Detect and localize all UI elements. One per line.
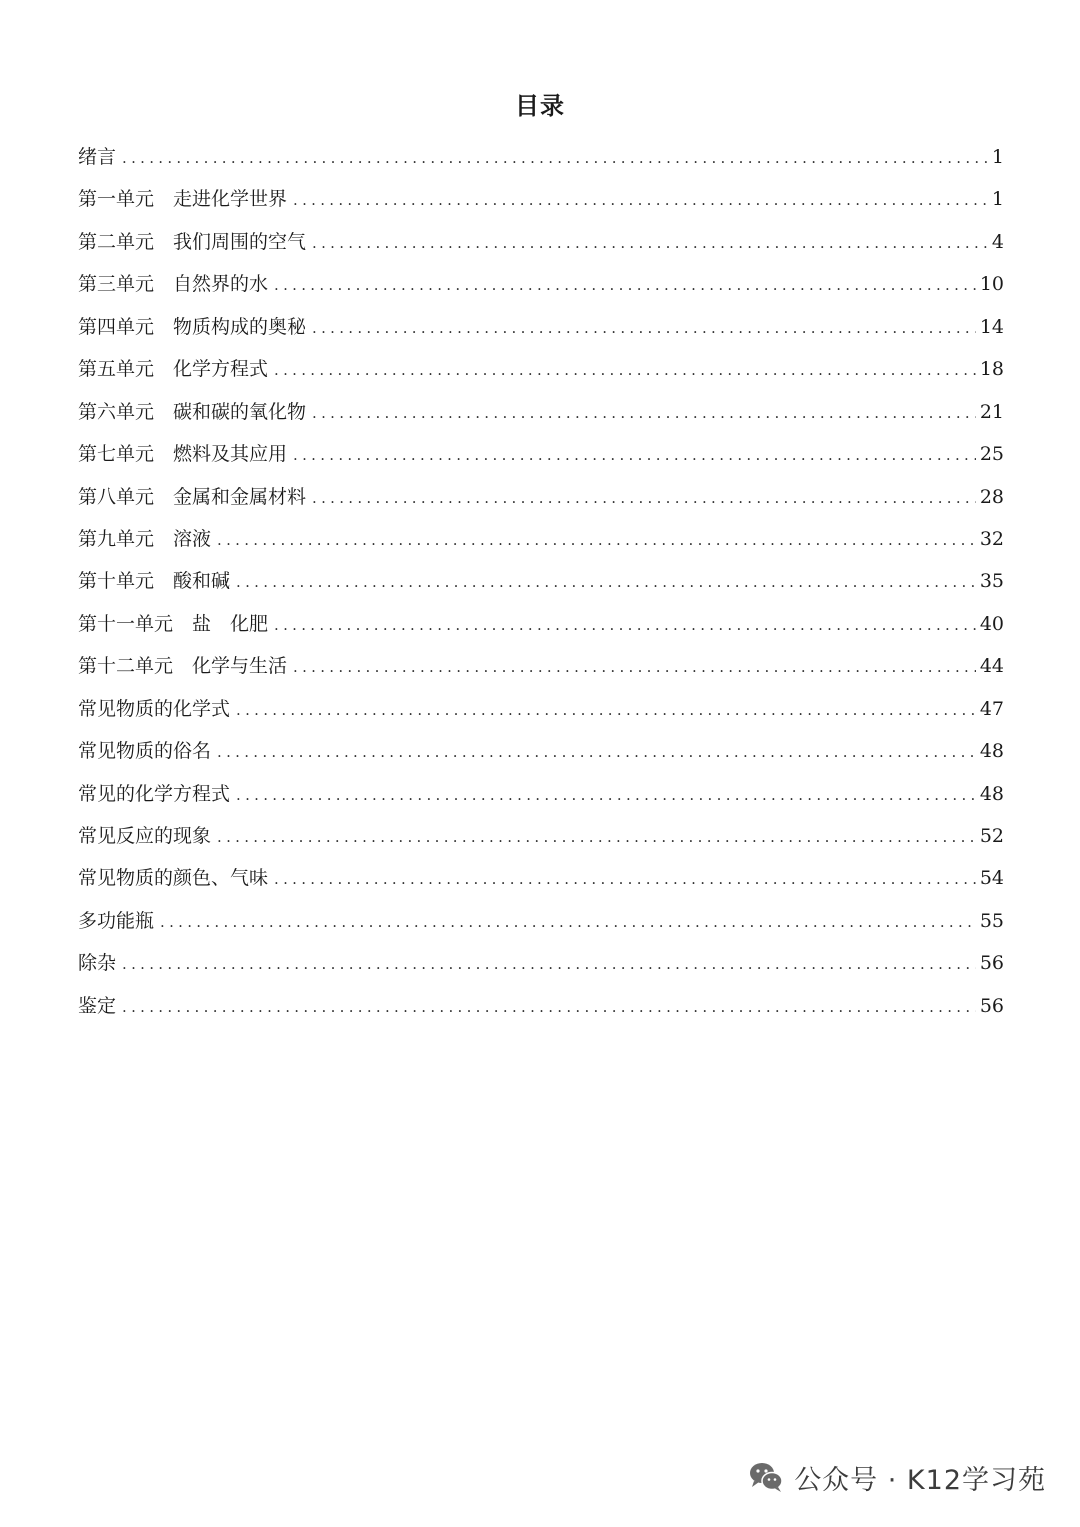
toc-entry xyxy=(78,306,1004,348)
dot-leader xyxy=(217,816,976,858)
toc-entry xyxy=(78,900,1004,942)
dot-leader xyxy=(160,901,976,943)
toc-entry-page: 25 xyxy=(979,443,1004,466)
toc-entry-label: 第十单元 酸和碱 xyxy=(78,570,231,593)
toc-entry-page: 54 xyxy=(979,867,1004,890)
toc-entry-label: 常见的化学方程式 xyxy=(78,782,231,805)
toc-entry-label: 第六单元 碳和碳的氧化物 xyxy=(78,400,307,423)
toc-entry xyxy=(78,560,1004,602)
toc-entry-page: 56 xyxy=(979,952,1004,975)
toc-list xyxy=(78,136,1004,1027)
dot-leader xyxy=(236,561,976,603)
toc-entry xyxy=(78,391,1004,433)
toc-entry-label: 第十二单元 化学与生活 xyxy=(78,655,288,678)
toc-entry-page: 4 xyxy=(991,230,1004,253)
toc-entry-label: 第二单元 我们周围的空气 xyxy=(78,230,307,253)
dot-leader xyxy=(274,604,976,646)
wechat-icon xyxy=(748,1461,784,1493)
toc-entry xyxy=(78,773,1004,815)
dot-leader xyxy=(217,519,976,561)
dot-leader xyxy=(293,179,988,221)
toc-entry xyxy=(78,221,1004,263)
toc-entry-label: 第七单元 燃料及其应用 xyxy=(78,443,288,466)
toc-entry-page: 28 xyxy=(979,485,1004,508)
toc-entry-label: 绪言 xyxy=(78,146,117,168)
dot-leader xyxy=(312,307,976,349)
toc-entry-page: 56 xyxy=(979,994,1004,1017)
toc-entry xyxy=(78,263,1004,305)
dot-leader xyxy=(274,264,976,306)
dot-leader xyxy=(236,689,976,731)
toc-entry xyxy=(78,730,1004,772)
dot-leader xyxy=(217,731,976,773)
toc-entry-label: 第四单元 物质构成的奥秘 xyxy=(78,315,307,338)
toc-entry-label: 第三单元 自然界的水 xyxy=(78,273,269,296)
toc-entry-page: 52 xyxy=(979,825,1004,847)
dot-leader xyxy=(274,349,976,391)
toc-entry-page: 14 xyxy=(979,315,1004,338)
dot-leader xyxy=(122,986,976,1028)
toc-entry xyxy=(78,518,1004,560)
toc-entry-page: 47 xyxy=(979,697,1004,720)
toc-entry-label: 常见物质的俗名 xyxy=(78,740,212,763)
toc-entry-page: 35 xyxy=(979,570,1004,593)
toc-entry-page: 21 xyxy=(979,400,1004,423)
dot-leader xyxy=(293,434,976,476)
toc-entry xyxy=(78,178,1004,220)
toc-entry-label: 第五单元 化学方程式 xyxy=(78,358,269,381)
toc-entry xyxy=(78,815,1004,857)
toc-entry xyxy=(78,985,1004,1027)
toc-entry-page: 32 xyxy=(979,527,1004,550)
dot-leader xyxy=(293,646,976,688)
toc-entry-page: 44 xyxy=(979,655,1004,678)
dot-leader xyxy=(122,943,976,985)
toc-entry-label: 第十一单元 盐 化肥 xyxy=(78,612,269,635)
toc-entry xyxy=(78,688,1004,730)
toc-entry-page: 1 xyxy=(991,146,1004,168)
toc-entry-label: 鉴定 xyxy=(78,994,117,1017)
toc-entry-label: 常见物质的颜色、气味 xyxy=(78,867,269,890)
toc-entry-page: 48 xyxy=(979,740,1004,763)
toc-entry-page: 10 xyxy=(979,273,1004,296)
dot-leader xyxy=(236,774,976,816)
dot-leader xyxy=(274,858,976,900)
toc-entry-label: 第九单元 溶液 xyxy=(78,527,212,550)
toc-entry-label: 除杂 xyxy=(78,952,117,975)
toc-entry xyxy=(78,433,1004,475)
toc-entry-page: 1 xyxy=(991,188,1004,211)
toc-entry-page: 18 xyxy=(979,358,1004,381)
toc-entry xyxy=(78,136,1004,178)
watermark-text: 公众号 · K12学习苑 xyxy=(794,1464,1046,1496)
toc-entry xyxy=(78,645,1004,687)
dot-leader xyxy=(312,392,976,434)
toc-entry xyxy=(78,857,1004,899)
toc-title: 目录 xyxy=(515,92,565,120)
toc-entry-page: 55 xyxy=(979,909,1004,932)
dot-leader xyxy=(122,137,988,179)
toc-entry-label: 多功能瓶 xyxy=(78,909,155,932)
toc-entry xyxy=(78,348,1004,390)
watermark xyxy=(748,1457,1046,1497)
toc-entry xyxy=(78,476,1004,518)
toc-entry-label: 常见物质的化学式 xyxy=(78,697,231,720)
toc-entry-label: 常见反应的现象 xyxy=(78,825,212,847)
toc-entry xyxy=(78,942,1004,984)
toc-entry-label: 第一单元 走进化学世界 xyxy=(78,188,288,211)
toc-entry xyxy=(78,603,1004,645)
dot-leader xyxy=(312,222,988,264)
dot-leader xyxy=(312,477,976,519)
toc-entry-page: 40 xyxy=(979,612,1004,635)
toc-entry-page: 48 xyxy=(979,782,1004,805)
toc-entry-label: 第八单元 金属和金属材料 xyxy=(78,485,307,508)
